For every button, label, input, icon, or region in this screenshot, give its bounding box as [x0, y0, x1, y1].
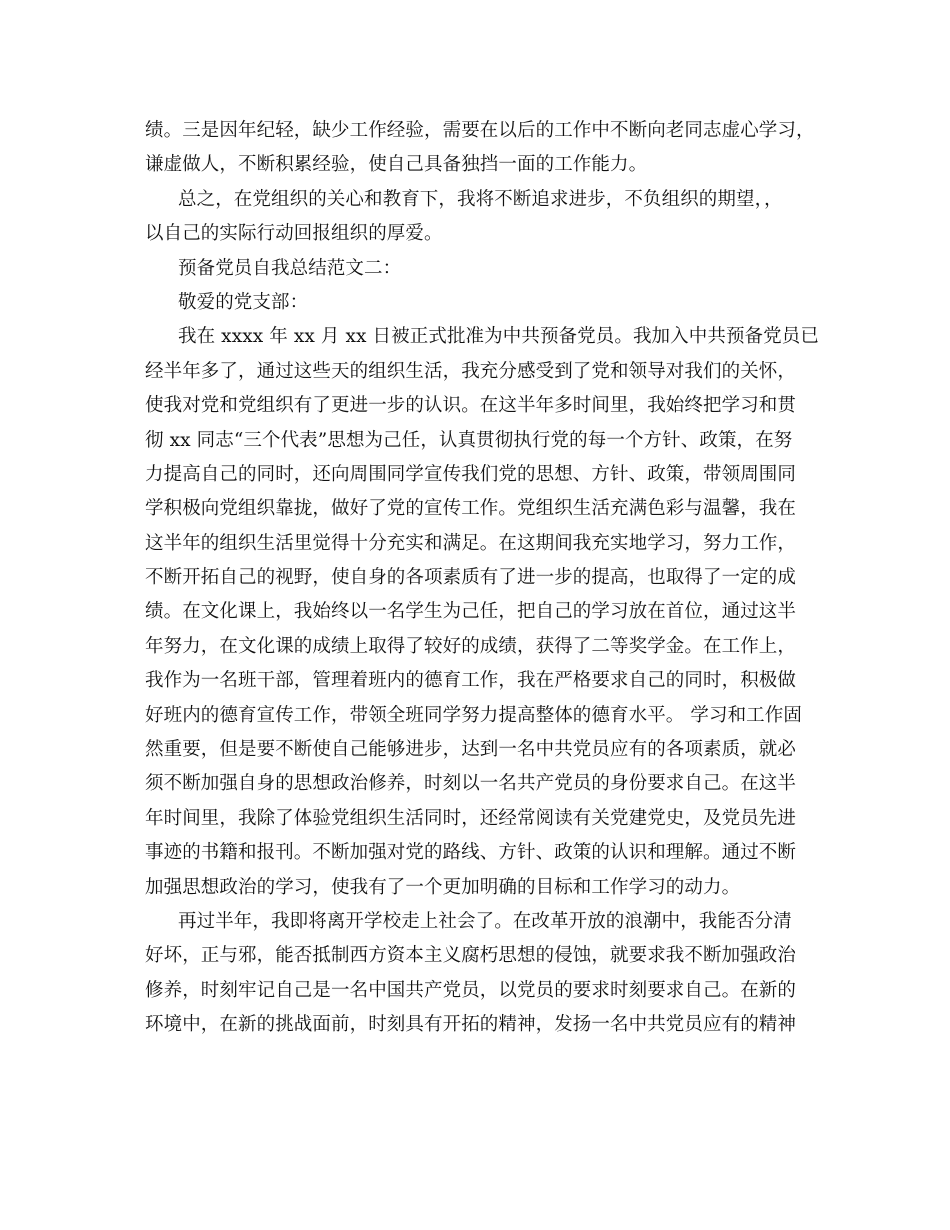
text-line: 谦虚做人，不断积累经验，使自己具备独挡一面的工作能力。	[145, 154, 648, 176]
text-line: 预备党员自我总结范文二：	[178, 257, 402, 279]
text-line: 然重要，但是要不断使自己能够进步，达到一名中共党员应有的各项素质，就必	[145, 739, 797, 761]
text-line: 环境中，在新的挑战面前，时刻具有开拓的精神，发扬一名中共党员应有的精神	[145, 1014, 797, 1036]
text-line: 敬爱的党支部：	[178, 291, 309, 313]
text-line: 好班内的德育宣传工作，带领全班同学努力提高整体的德育水平。 学习和工作固	[145, 704, 802, 726]
text-line: 绩。三是因年纪轻，缺少工作经验，需要在以后的工作中不断向老同志虚心学习，	[145, 120, 815, 141]
text-line: 经半年多了，通过这些天的组织生活，我充分感受到了党和领导对我们的关怀，	[145, 360, 797, 382]
text-line: 须不断加强自身的思想政治修养，时刻以一名共产党员的身份要求自己。在这半	[145, 773, 797, 795]
text-line: 以自己的实际行动回报组织的厚爱。	[145, 223, 443, 245]
text-line: 我作为一名班干部，管理着班内的德育工作，我在严格要求自己的同时，积极做	[145, 670, 797, 692]
text-line: 年努力，在文化课的成绩上取得了较好的成绩，获得了二等奖学金。在工作上，	[145, 635, 797, 657]
text-line: 好坏，正与邪，能否抵制西方资本主义腐朽思想的侵蚀，就要求我不断加强政治	[145, 945, 797, 967]
text-line: 这半年的组织生活里觉得十分充实和满足。在这期间我充实地学习，努力工作，	[145, 532, 797, 554]
text-line: 再过半年，我即将离开学校走上社会了。在改革开放的浪潮中，我能否分清	[178, 910, 792, 932]
text-line: 彻 xx 同志“三个代表”思想为己任，认真贯彻执行党的每一个方针、政策，在努	[145, 429, 793, 451]
text-line: 年时间里，我除了体验党组织生活同时，还经常阅读有关党建党史，及党员先进	[145, 807, 797, 829]
text-line: 修养，时刻牢记自己是一名中国共产党员，以党员的要求时刻要求自己。在新的	[145, 979, 797, 1001]
text-line: 力提高自己的同时，还向周围同学宣传我们党的思想、方针、政策，带领周围同	[145, 463, 797, 485]
text-line: 使我对党和党组织有了更进一步的认识。在这半年多时间里，我始终把学习和贯	[145, 395, 797, 417]
text-line: 事迹的书籍和报刊。不断加强对党的路线、方针、政策的认识和理解。通过不断	[145, 842, 797, 864]
text-line: 学积极向党组织靠拢，做好了党的宣传工作。党组织生活充满色彩与温馨，我在	[145, 498, 797, 520]
text-line: 我在 xxxx 年 xx 月 xx 日被正式批准为中共预备党员。我加入中共预备党员已	[178, 326, 819, 348]
text-line: 绩。在文化课上，我始终以一名学生为己任，把自己的学习放在首位，通过这半	[145, 601, 797, 623]
document-body	[145, 114, 819, 1043]
text-line: 加强思想政治的学习，使我有了一个更加明确的目标和工作学习的动力。	[145, 876, 741, 898]
text-line: 总之，在党组织的关心和教育下，我将不断追求进步，不负组织的期望，，	[178, 188, 783, 210]
text-line: 不断开拓自己的视野，使自身的各项素质有了进一步的提高，也取得了一定的成	[145, 567, 797, 589]
